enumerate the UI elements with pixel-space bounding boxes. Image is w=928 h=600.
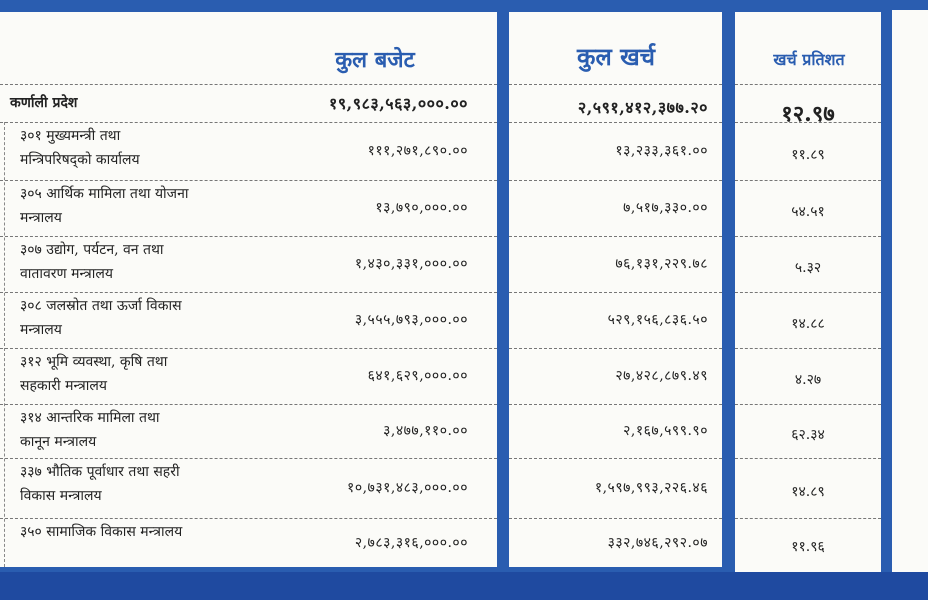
- divider: [509, 458, 722, 459]
- divider: [735, 180, 881, 181]
- divider: [735, 236, 881, 237]
- divider: [0, 458, 497, 459]
- ministry-budget: १३,७९०,०००.००: [375, 200, 468, 216]
- total-row-percent: १२.९७: [781, 101, 835, 127]
- ministry-spent: ७,५१७,३३०.००: [623, 200, 708, 216]
- divider: [0, 84, 497, 85]
- divider: [509, 292, 722, 293]
- ministry-budget: ३,५५५,७९३,०००.००: [354, 312, 468, 328]
- ministry-spent: २,१६७,५९९.९०: [623, 423, 708, 439]
- ministry-name-line2: विकास मन्त्रालय: [20, 488, 102, 504]
- divider: [509, 122, 722, 123]
- ministry-name-line1: ३३७ भौतिक पूर्वाधार तथा सहरी: [20, 464, 180, 480]
- ministry-budget: १०,७३१,४८३,०००.००: [347, 480, 468, 496]
- ministry-percent: ११.९६: [791, 539, 825, 555]
- header-total-budget: कुल बजेट: [335, 47, 415, 73]
- ministry-name-line1: ३०८ जलस्रोत तथा ऊर्जा विकास: [20, 298, 182, 314]
- ministry-spent: ५२९,१५६,८३६.५०: [607, 312, 708, 328]
- ministry-name-line1: ३०५ आर्थिक मामिला तथा योजना: [20, 186, 189, 202]
- ministry-percent: ११.८९: [791, 147, 825, 163]
- header-total-spent: कुल खर्च: [577, 42, 655, 71]
- table-edge-panel: [892, 10, 928, 572]
- divider: [0, 518, 497, 519]
- ministry-name-line1: ३०७ उद्योग, पर्यटन, वन तथा: [20, 242, 164, 258]
- ministry-name-line1: ३१२ भूमि व्यवस्था, कृषि तथा: [20, 354, 168, 370]
- header-spent-percent: खर्च प्रतिशत: [773, 50, 845, 69]
- divider: [735, 292, 881, 293]
- ministry-spent: ७६,१३१,२२९.७८: [615, 256, 708, 272]
- ministry-percent: १४.८९: [791, 484, 825, 500]
- total-row-name: कर्णाली प्रदेश: [10, 95, 78, 111]
- divider: [735, 518, 881, 519]
- divider: [509, 84, 722, 85]
- ministry-percent: ६२.३४: [791, 427, 825, 443]
- ministry-name-line2: सहकारी मन्त्रालय: [20, 378, 107, 394]
- divider: [735, 84, 881, 85]
- divider: [4, 122, 5, 567]
- ministry-spent: २७,४२८,८७९.४९: [615, 368, 708, 384]
- ministry-percent: ५.३२: [794, 260, 822, 276]
- ministry-budget: ६४१,६२९,०००.००: [367, 368, 468, 384]
- ministry-spent: ३३२,७४६,२९२.०७: [607, 535, 708, 551]
- ministry-percent: १४.८८: [791, 316, 825, 332]
- ministry-spent: १३,२३३,३६१.००: [615, 143, 708, 159]
- ministry-name-line1: ३५० सामाजिक विकास मन्त्रालय: [20, 524, 183, 540]
- total-row-spent: २,५९१,४१२,३७७.२०: [577, 98, 708, 117]
- divider: [0, 236, 497, 237]
- ministry-name-line2: मन्त्रालय: [20, 210, 62, 226]
- ministry-percent: ५४.५१: [791, 204, 825, 220]
- ministry-budget: २,७८३,३१६,०००.००: [354, 535, 468, 551]
- ministry-name-line2: कानून मन्त्रालय: [20, 434, 97, 450]
- divider: [735, 122, 881, 123]
- ministry-name-line1: ३०१ मुख्यमन्त्री तथा: [20, 128, 121, 144]
- ministry-spent: १,५९७,९९३,२२६.४६: [594, 480, 708, 496]
- divider: [509, 348, 722, 349]
- ministry-budget: १११,२७१,८९०.००: [367, 143, 468, 159]
- ministry-name-line2: मन्त्रिपरिषद्को कार्यालय: [20, 152, 140, 168]
- divider: [509, 180, 722, 181]
- divider: [0, 404, 497, 405]
- divider: [509, 404, 722, 405]
- ministry-name-line1: ३१४ आन्तरिक मामिला तथा: [20, 410, 160, 426]
- ministry-budget: ३,४७७,११०.००: [383, 423, 468, 439]
- divider: [0, 122, 497, 123]
- bottom-band: [0, 572, 928, 600]
- divider: [735, 458, 881, 459]
- ministry-name-line2: वातावरण मन्त्रालय: [20, 266, 113, 282]
- ministry-name-line2: मन्त्रालय: [20, 322, 62, 338]
- divider: [0, 348, 497, 349]
- ministry-budget: १,४३०,३३१,०००.००: [354, 256, 468, 272]
- divider: [0, 180, 497, 181]
- divider: [735, 348, 881, 349]
- divider: [735, 404, 881, 405]
- divider: [509, 518, 722, 519]
- divider: [0, 292, 497, 293]
- total-row-budget: १९,९८३,५६३,०००.००: [329, 94, 468, 113]
- ministry-percent: ४.२७: [794, 372, 822, 388]
- divider: [509, 236, 722, 237]
